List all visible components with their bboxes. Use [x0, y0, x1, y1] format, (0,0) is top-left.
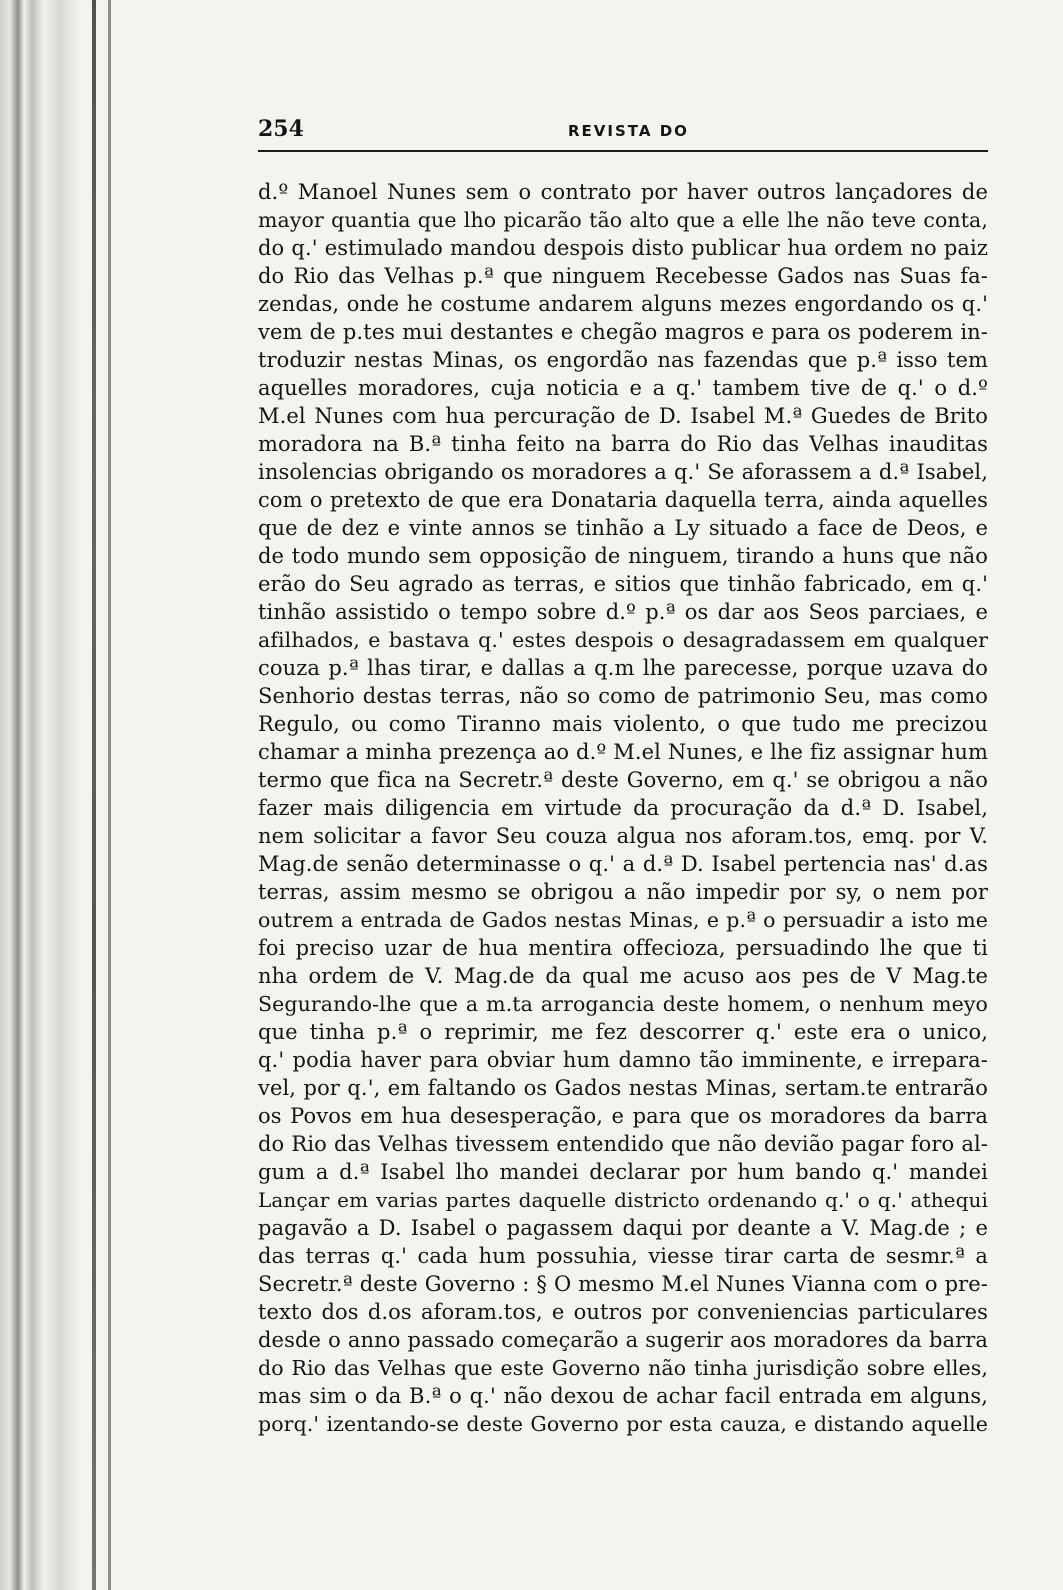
text-line: outrem a entrada de Gados nestas Minas, e p.ª o persuadir a isto me [258, 908, 988, 932]
text-line: porq.' izentando-se deste Governo por esta cauza, e distando aquelle [258, 1412, 988, 1436]
text-line: nha ordem de V. Mag.de da qual me acuso aos pes de V Mag.te [258, 964, 988, 988]
text-line: aquelles moradores, cuja noticia e a q.' tambem tive de q.' o d.º [258, 376, 988, 400]
text-line: tinhão assistido o tempo sobre d.º p.ª os dar aos Seos parciaes, e [258, 600, 988, 624]
text-line: vem de p.tes mui destantes e chegão magros e para os poderem in- [258, 320, 988, 344]
text-line: das terras q.' cada hum possuhia, viesse tirar carta de sesmr.ª a [258, 1244, 988, 1268]
text-line: foi preciso uzar de hua mentira offecioza, persuadindo lhe que ti [258, 936, 988, 960]
text-line: vel, por q.', em faltando os Gados nestas Minas, sertam.te entrarão [258, 1076, 988, 1100]
text-line: fazer mais diligencia em virtude da procuração da d.ª D. Isabel, [258, 796, 988, 820]
binding-edge [92, 0, 96, 1590]
text-line: do q.' estimulado mandou despois disto publicar hua ordem no paiz [258, 236, 988, 260]
binding-edge-inner [108, 0, 111, 1590]
text-line: pagavão a D. Isabel o pagassem daqui por deante a V. Mag.de ; e [258, 1216, 988, 1240]
text-line: termo que fica na Secretr.ª deste Governo, em q.' se obrigou a não [258, 768, 988, 792]
text-line: gum a d.ª Isabel lho mandei declarar por hum bando q.' mandei [258, 1160, 988, 1184]
text-line: que tinha p.ª o reprimir, me fez descorrer q.' este era o unico, [258, 1020, 988, 1044]
text-line: de todo mundo sem opposição de ninguem, tirando a huns que não [258, 544, 988, 568]
text-line: terras, assim mesmo se obrigou a não impedir por sy, o nem por [258, 880, 988, 904]
text-line: nem solicitar a favor Seu couza algua nos aforam.tos, emq. por V. [258, 824, 988, 848]
text-line: Lançar em varias partes daquelle districto ordenando q.' o q.' athequi [258, 1188, 988, 1212]
text-line: Secretr.ª deste Governo : § O mesmo M.el Nunes Vianna com o pre- [258, 1272, 988, 1296]
header-rule [258, 150, 988, 152]
text-line: afilhados, e bastava q.' estes despois o desagradassem em qualquer [258, 628, 988, 652]
text-line: zendas, onde he costume andarem alguns mezes engordando os q.' [258, 292, 988, 316]
text-line: chamar a minha prezença ao d.º M.el Nunes, e lhe fiz assignar hum [258, 740, 988, 764]
text-line: que de dez e vinte annos se tinhão a Ly situado a face de Deos, e [258, 516, 988, 540]
text-line: os Povos em hua desesperação, e para que os moradores da barra [258, 1104, 988, 1128]
text-line: do Rio das Velhas tivessem entendido que não devião pagar foro al- [258, 1132, 988, 1156]
text-line: mayor quantia que lho picarão tão alto que a elle lhe não teve conta, [258, 208, 988, 232]
page-header [258, 112, 988, 152]
text-line: couza p.ª lhas tirar, e dallas a q.m lhe parecesse, porque uzava do [258, 656, 988, 680]
text-line: desde o anno passado começarão a sugerir aos moradores da barra [258, 1328, 988, 1352]
text-line: com o pretexto de que era Donataria daquella terra, ainda aquelles [258, 488, 988, 512]
text-line: d.º Manoel Nunes sem o contrato por haver outros lançadores de [258, 180, 988, 204]
text-line: M.el Nunes com hua percuração de D. Isabel M.ª Guedes de Brito [258, 404, 988, 428]
text-line: do Rio das Velhas que este Governo não tinha jurisdição sobre elles, [258, 1356, 988, 1380]
text-line: do Rio das Velhas p.ª que ninguem Recebesse Gados nas Suas fa- [258, 264, 988, 288]
text-line: mas sim o da B.ª o q.' não dexou de achar facil entrada em alguns, [258, 1384, 988, 1408]
text-line: Segurando-lhe que a m.ta arrogancia deste homem, o nenhum meyo [258, 992, 988, 1016]
body-text [258, 178, 988, 1438]
text-line: Regulo, ou como Tiranno mais violento, o que tudo me precizou [258, 712, 988, 736]
text-line: troduzir nestas Minas, os engordão nas fazendas que p.ª isso tem [258, 348, 988, 372]
text-line: erão do Seu agrado as terras, e sitios que tinhão fabricado, em q.' [258, 572, 988, 596]
running-head: REVISTA DO [568, 122, 689, 140]
text-line: insolencias obrigando os moradores a q.' Se aforassem a d.ª Isabel, [258, 460, 988, 484]
text-line: Mag.de senão determinasse o q.' a d.ª D. Isabel pertencia nas' d.as [258, 852, 988, 876]
text-line: Senhorio destas terras, não so como de patrimonio Seu, mas como [258, 684, 988, 708]
text-line: texto dos d.os aforam.tos, e outros por conveniencias particulares [258, 1300, 988, 1324]
page-number: 254 [258, 116, 304, 142]
text-line: q.' podia haver para obviar hum damno tão imminente, e irrepara- [258, 1048, 988, 1072]
text-line: moradora na B.ª tinha feito na barra do Rio das Velhas inauditas [258, 432, 988, 456]
